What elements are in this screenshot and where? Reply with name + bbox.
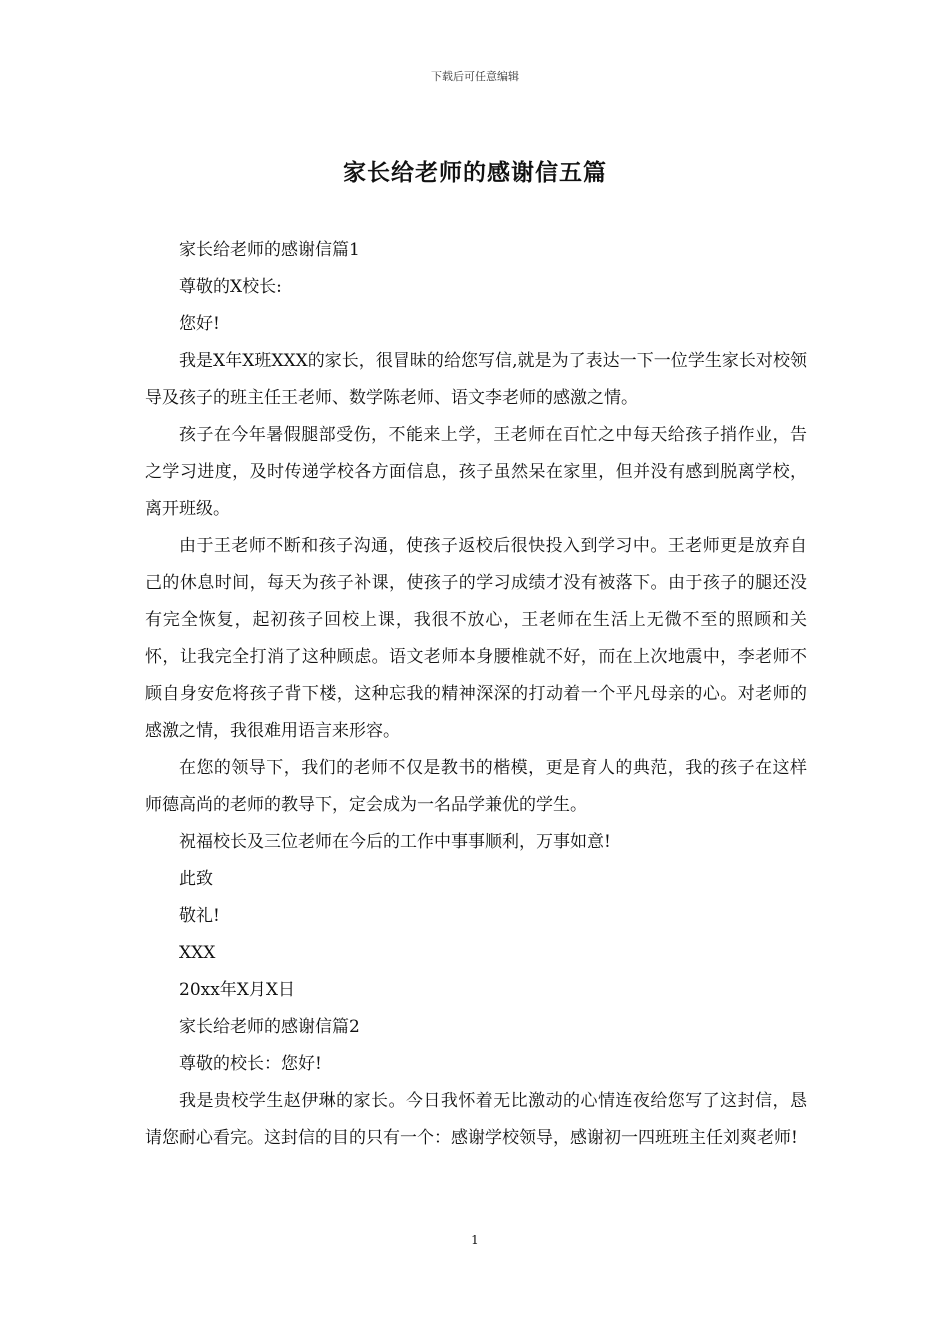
greeting-1: 您好! [179, 314, 220, 334]
paragraph: 在您的领导下，我们的老师不仅是教书的楷模，更是育人的典范，我的孩子在这样师德高尚的老师的教导下，定会成为一名品学兼优的学生。 [145, 758, 807, 815]
document-body [145, 232, 807, 1157]
header-note: 下载后可任意编辑 [431, 70, 519, 83]
date: 20xx年X月X日 [179, 980, 296, 1000]
paragraph: 我是X年X班XXX的家长，很冒昧的给您写信,就是为了表达一下一位学生家长对校领导及孩子的班主任王老师、数学陈老师、语文李老师的感激之情。 [145, 351, 807, 408]
paragraph: 我是贵校学生赵伊琳的家长。今日我怀着无比激动的心情连夜给您写了这封信，恳请您耐心看完。这封信的目的只有一个：感谢学校领导，感谢初一四班班主任刘爽老师! [145, 1091, 807, 1148]
salutation-1: 尊敬的X校长: [179, 277, 282, 297]
document-title: 家长给老师的感谢信五篇 [343, 159, 607, 186]
paragraph: 由于王老师不断和孩子沟通，使孩子返校后很快投入到学习中。王老师更是放弃自己的休息时间，每天为孩子补课，使孩子的学习成绩才没有被落下。由于孩子的腿还没有完全恢复，起初孩子回校上课，我很不放心，王老师在生活上无微不至的照顾和关怀，让我完全打消了这种顾虑。语文老师本身腰椎就不好，而在上次地震中，李老师不顾自身安危将孩子背下楼，这种忘我的精神深深的打动着一个平凡母亲的心。对老师的感激之情，我很难用语言来形容。 [145, 536, 807, 741]
section-heading-1: 家长给老师的感谢信篇1 [179, 240, 360, 260]
section-heading-2: 家长给老师的感谢信篇2 [179, 1017, 360, 1037]
regards: 敬礼! [179, 906, 220, 926]
signature: XXX [179, 943, 216, 963]
closing: 此致 [179, 869, 213, 889]
salutation-2: 尊敬的校长：您好! [179, 1054, 322, 1074]
paragraph: 孩子在今年暑假腿部受伤，不能来上学，王老师在百忙之中每天给孩子捎作业，告之学习进度，及时传递学校各方面信息，孩子虽然呆在家里，但并没有感到脱离学校，离开班级。 [145, 425, 807, 519]
page-number: 1 [471, 1233, 479, 1247]
blessing: 祝福校长及三位老师在今后的工作中事事顺利，万事如意! [179, 832, 611, 852]
